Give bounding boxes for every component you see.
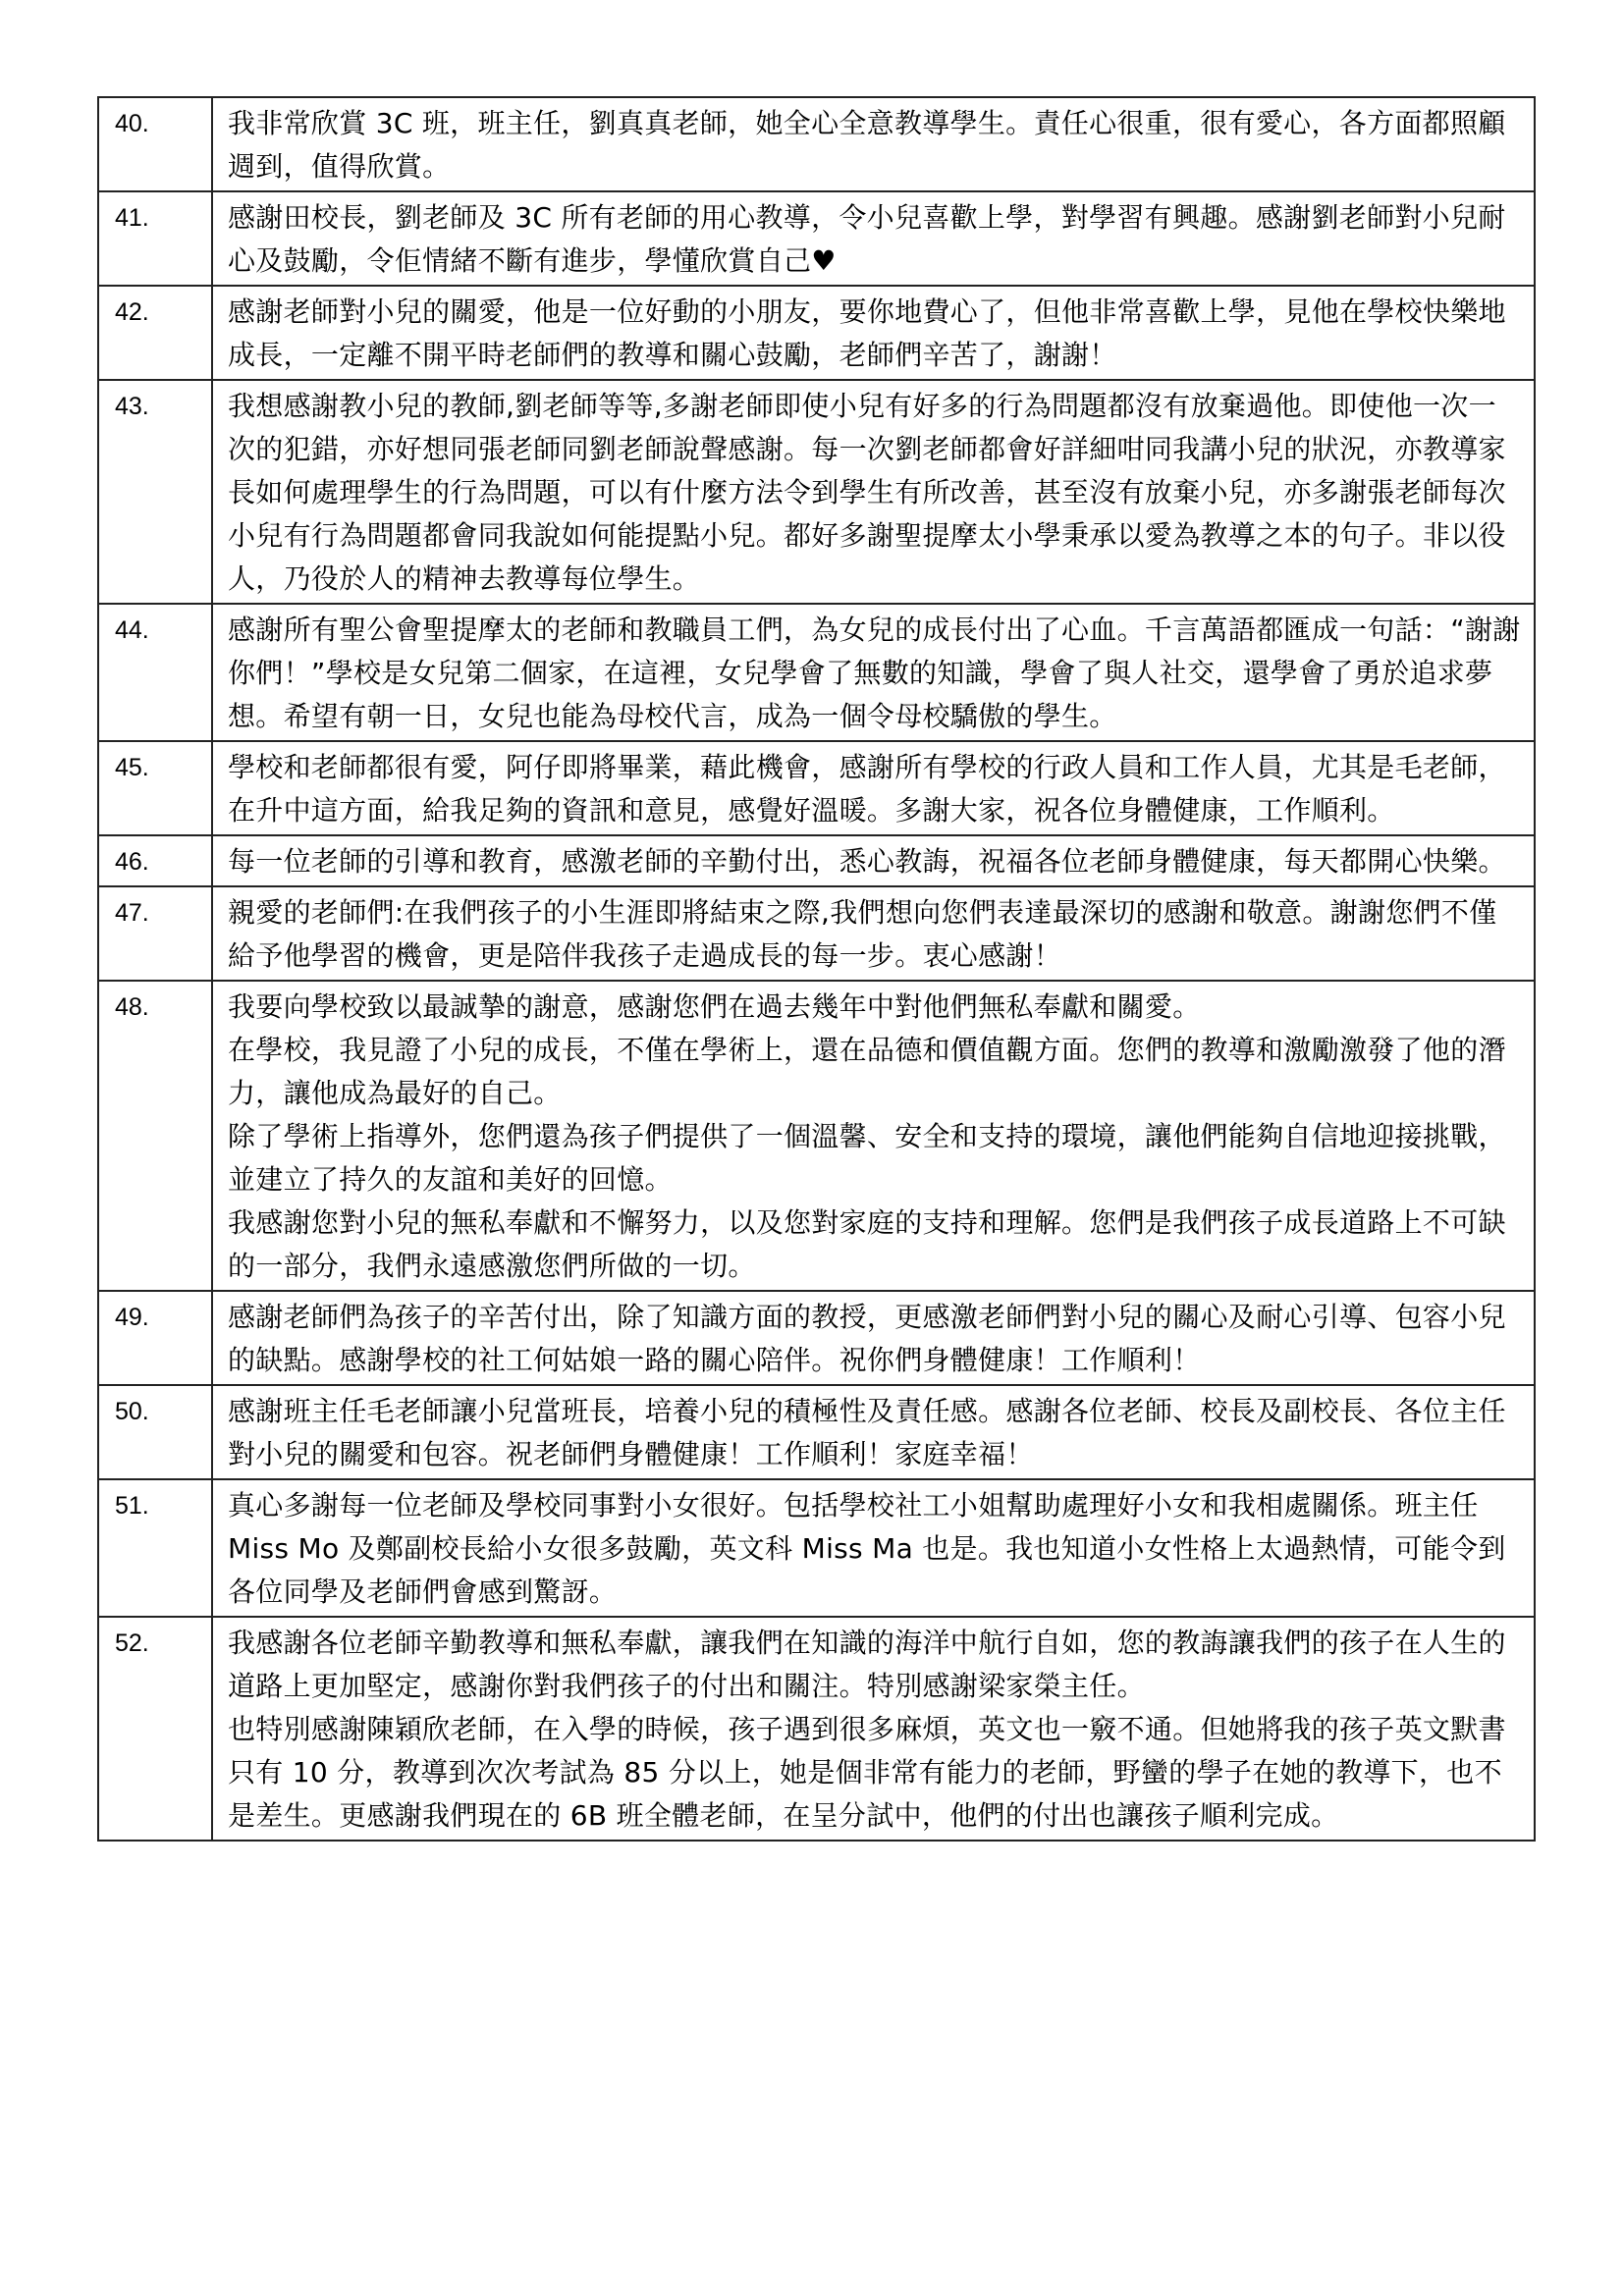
row-number: 51. [98,1479,212,1617]
table-row [98,191,1535,286]
message-paragraph: 在學校，我見證了小兒的成長，不僅在學術上，還在品德和價值觀方面。您們的教導和激勵激發了他的潛力，讓他成為最好的自己。 [228,1034,1506,1109]
table-row [98,981,1535,1291]
messages-body [98,97,1535,1841]
row-number: 41. [98,191,212,286]
message-cell [212,1617,1535,1841]
message-cell [212,380,1535,604]
row-number: 43. [98,380,212,604]
message-paragraph: 親愛的老師們:在我們孩子的小生涯即將結束之際,我們想向您們表達最深切的感謝和敬意。謝謝您們不僅給予他學習的機會，更是陪伴我孩子走過成長的每一步。衷心感謝！ [228,896,1497,972]
message-cell [212,191,1535,286]
message-paragraph: 也特別感謝陳穎欣老師，在入學的時候，孩子遇到很多麻煩，英文也一竅不通。但她將我的孩子英文默書只有 10 分，教導到次次考試為 85 分以上，她是個非常有能力的老師，野蠻的學子在她的教導下，也不是差生。更感謝我們現在的 6B 班全體老師，在呈分試中，他們的付出也讓孩子順利完成。 [228,1713,1506,1832]
message-paragraph: 感謝班主任毛老師讓小兒當班長，培養小兒的積極性及責任感。感謝各位老師、校長及副校長、各位主任對小兒的關愛和包容。祝老師們身體健康！工作順利！家庭幸福！ [228,1395,1506,1470]
message-cell [212,97,1535,191]
message-paragraph: 真心多謝每一位老師及學校同事對小女很好。包括學校社工小姐幫助處理好小女和我相處關係。班主任 Miss Mo 及鄭副校長給小女很多鼓勵，英文科 Miss Ma 也是。我也知道小女性格上太過熱情，可能令到各位同學及老師們會感到驚訝。 [228,1489,1506,1608]
table-row [98,1291,1535,1385]
row-number: 50. [98,1385,212,1479]
table-row [98,97,1535,191]
message-cell [212,286,1535,380]
message-cell [212,835,1535,886]
message-paragraph: 除了學術上指導外，您們還為孩子們提供了一個溫馨、安全和支持的環境，讓他們能夠自信地迎接挑戰，並建立了持久的友誼和美好的回憶。 [228,1120,1506,1196]
message-cell [212,1479,1535,1617]
message-cell [212,1385,1535,1479]
table-row [98,380,1535,604]
table-row [98,1479,1535,1617]
messages-table [97,96,1536,1842]
message-paragraph: 我感謝您對小兒的無私奉獻和不懈努力，以及您對家庭的支持和理解。您們是我們孩子成長道路上不可缺的一部分，我們永遠感激您們所做的一切。 [228,1206,1506,1282]
message-paragraph: 感謝所有聖公會聖提摩太的老師和教職員工們，為女兒的成長付出了心血。千言萬語都匯成一句話：“謝謝你們！”學校是女兒第二個家，在這裡，女兒學會了無數的知識，學會了與人社交，還學會了勇於追求夢想。希望有朝一日，女兒也能為母校代言，成為一個令母校驕傲的學生。 [228,614,1521,732]
table-row [98,741,1535,835]
row-number: 40. [98,97,212,191]
table-row [98,286,1535,380]
message-paragraph: 我要向學校致以最誠摯的謝意，感謝您們在過去幾年中對他們無私奉獻和關愛。 [228,990,1201,1023]
table-row [98,1385,1535,1479]
message-paragraph: 感謝老師們為孩子的辛苦付出，除了知識方面的教授，更感激老師們對小兒的關心及耐心引導、包容小兒的缺點。感謝學校的社工何姑娘一路的關心陪伴。祝你們身體健康！工作順利！ [228,1301,1506,1376]
row-number: 44. [98,604,212,741]
message-cell [212,741,1535,835]
message-paragraph: 我想感謝教小兒的教師,劉老師等等,多謝老師即使小兒有好多的行為問題都沒有放棄過他。即使他一次一次的犯錯，亦好想同張老師同劉老師說聲感謝。每一次劉老師都會好詳細咁同我講小兒的狀況，亦教導家長如何處理學生的行為問題，可以有什麼方法令到學生有所改善，甚至沒有放棄小兒，亦多謝張老師每次小兒有行為問題都會同我說如何能提點小兒。都好多謝聖提摩太小學秉承以愛為教導之本的句子。非以役人，乃役於人的精神去教導每位學生。 [228,390,1506,595]
message-cell [212,886,1535,981]
row-number: 48. [98,981,212,1291]
message-cell [212,981,1535,1291]
table-row [98,886,1535,981]
message-cell [212,1291,1535,1385]
message-paragraph: 每一位老師的引導和教育，感激老師的辛勤付出，悉心教誨，祝福各位老師身體健康，每天都開心快樂。 [228,845,1506,878]
message-paragraph: 我感謝各位老師辛勤教導和無私奉獻，讓我們在知識的海洋中航行自如，您的教誨讓我們的孩子在人生的道路上更加堅定，感謝你對我們孩子的付出和關注。特別感謝梁家榮主任。 [228,1627,1506,1702]
row-number: 49. [98,1291,212,1385]
row-number: 46. [98,835,212,886]
row-number: 42. [98,286,212,380]
message-paragraph: 感謝田校長，劉老師及 3C 所有老師的用心教導，令小兒喜歡上學，對學習有興趣。感謝劉老師對小兒耐心及鼓勵，令佢情緒不斷有進步，學懂欣賞自己♥ [228,201,1506,277]
row-number: 52. [98,1617,212,1841]
row-number: 45. [98,741,212,835]
message-cell [212,604,1535,741]
table-row [98,835,1535,886]
message-paragraph: 學校和老師都很有愛，阿仔即將畢業，藉此機會，感謝所有學校的行政人員和工作人員，尤其是毛老師，在升中這方面，給我足夠的資訊和意見，感覺好溫暖。多謝大家，祝各位身體健康，工作順利。 [228,751,1506,827]
message-paragraph: 感謝老師對小兒的關愛，他是一位好動的小朋友，要你地費心了，但他非常喜歡上學，見他在學校快樂地成長，一定離不開平時老師們的教導和關心鼓勵，老師們辛苦了，謝謝！ [228,295,1506,371]
table-row [98,604,1535,741]
table-row [98,1617,1535,1841]
message-paragraph: 我非常欣賞 3C 班，班主任，劉真真老師，她全心全意教導學生。責任心很重，很有愛心，各方面都照顧週到，值得欣賞。 [228,107,1506,183]
row-number: 47. [98,886,212,981]
